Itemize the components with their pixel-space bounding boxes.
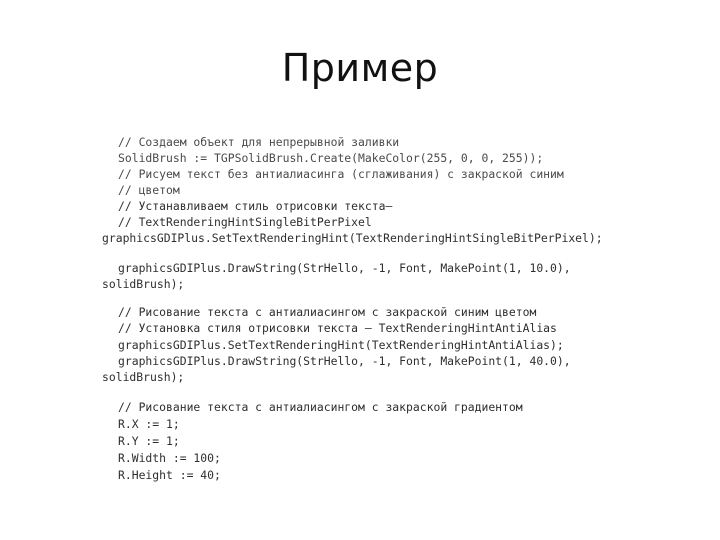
code-line: R.Width := 100; — [118, 451, 221, 465]
code-line: graphicsGDIPlus.SetTextRenderingHint(TextRenderingHintSingleBitPerPixel); — [102, 231, 603, 245]
code-line: graphicsGDIPlus.DrawString(StrHello, -1, Font, MakePoint(1, 10.0), — [118, 261, 571, 275]
code-line: solidBrush); — [102, 277, 185, 291]
code-line: R.Height := 40; — [118, 468, 221, 482]
code-line: graphicsGDIPlus.DrawString(StrHello, -1, Font, MakePoint(1, 40.0), — [118, 354, 571, 368]
code-line: // цветом — [118, 183, 180, 197]
slide-title: Пример — [281, 46, 439, 90]
code-line: R.Y := 1; — [118, 434, 180, 448]
code-line: // Рисование текста с антиалиасингом с закраской градиентом — [118, 400, 523, 414]
code-line: graphicsGDIPlus.SetTextRenderingHint(TextRenderingHintAntiAlias); — [118, 338, 564, 352]
code-line: solidBrush); — [102, 370, 185, 384]
code-line: SolidBrush := TGPSolidBrush.Create(MakeColor(255, 0, 0, 255)); — [118, 151, 544, 165]
code-line: R.X := 1; — [118, 417, 180, 431]
code-line: // Рисование текста с антиалиасингом с закраской синим цветом — [118, 305, 537, 319]
code-line: // Создаем объект для непрерывной заливки — [118, 135, 400, 149]
code-line: // Рисуем текст без антиалиасинга (сглаживания) с закраской синим — [118, 167, 564, 181]
code-line: // Устанавливаем стиль отрисовки текста– — [118, 199, 393, 213]
code-line: // Установка стиля отрисовки текста – TextRenderingHintAntiAlias — [118, 321, 557, 335]
code-line: // TextRenderingHintSingleBitPerPixel — [118, 215, 372, 229]
